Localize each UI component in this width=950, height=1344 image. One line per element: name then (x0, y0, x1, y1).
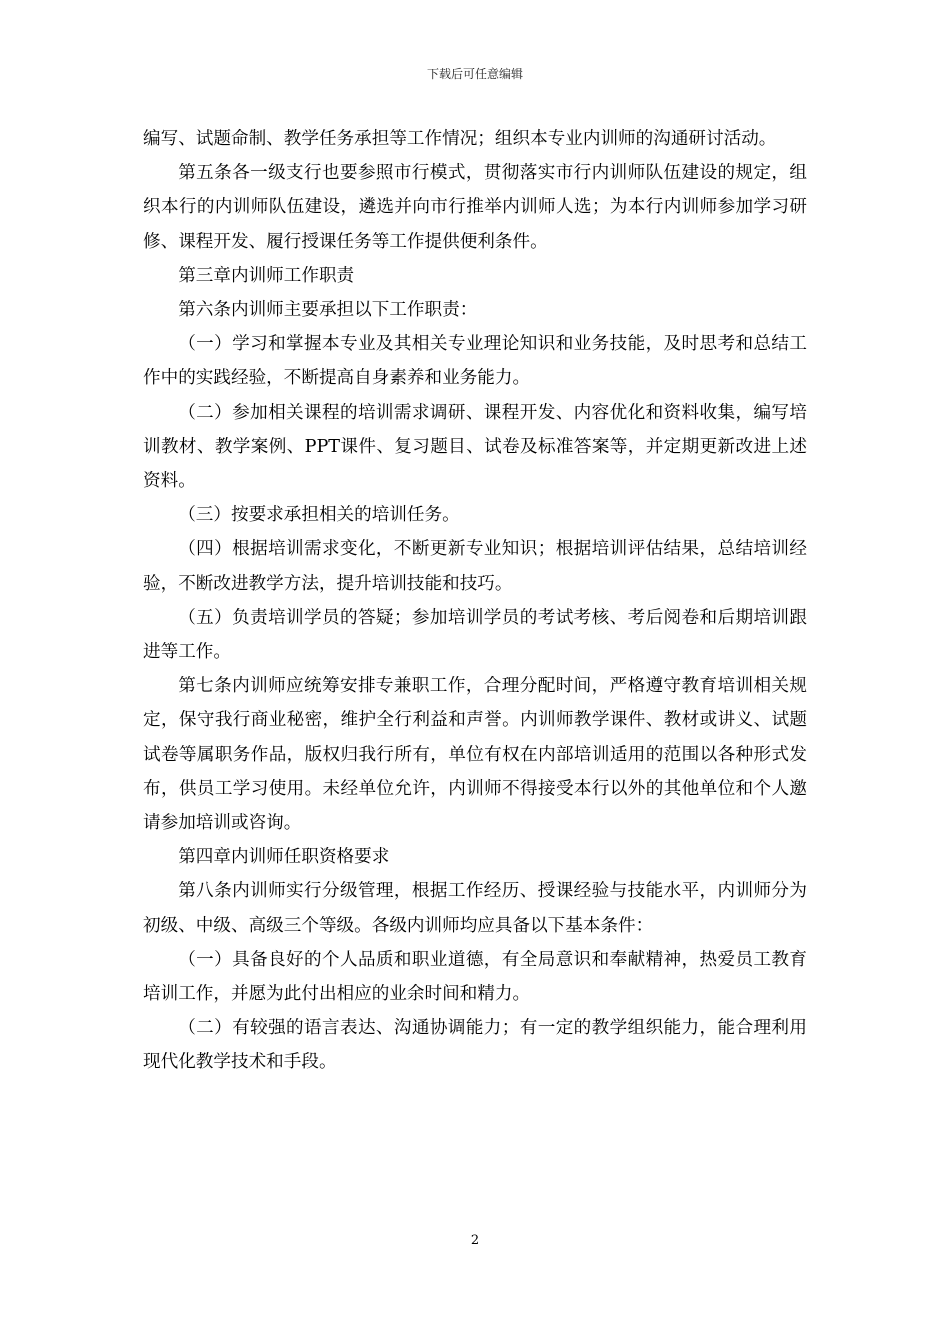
list-item: （一）具备良好的个人品质和职业道德，有全局意识和奉献精神，热爱员工教育培训工作，并愿为此付出相应的业余时间和精力。 (143, 949, 807, 1005)
chapter-heading: 第三章内训师工作职责 (178, 265, 355, 286)
paragraph: 编写、试题命制、教学任务承担等工作情况；组织本专业内训师的沟通研讨活动。 (143, 129, 777, 149)
paragraph: 第八条内训师实行分级管理，根据工作经历、授课经验与技能水平，内训师分为初级、中级、高级三个等级。各级内训师均应具备以下基本条件： (143, 881, 807, 936)
list-item: （一）学习和掌握本专业及其相关专业理论知识和业务技能，及时思考和总结工作中的实践经验，不断提高自身素养和业务能力。 (143, 334, 807, 389)
list-item: （四）根据培训需求变化，不断更新专业知识；根据培训评估结果，总结培训经验，不断改进教学方法，提升培训技能和技巧。 (143, 539, 807, 594)
page-number: 2 (470, 1233, 480, 1248)
page-header: 下载后可任意编辑 (426, 67, 523, 81)
document-body (143, 122, 807, 1080)
paragraph: 第五条各一级支行也要参照市行模式，贯彻落实市行内训师队伍建设的规定，组织本行的内训师队伍建设，遴选并向市行推举内训师人选；为本行内训师参加学习研修、课程开发、履行授课任务等工作提供便利条件。 (143, 163, 807, 252)
list-item: （二）有较强的语言表达、沟通协调能力；有一定的教学组织能力，能合理利用现代化教学技术和手段。 (143, 1018, 807, 1073)
list-item: （五）负责培训学员的答疑；参加培训学员的考试考核、考后阅卷和后期培训跟进等工作。 (143, 607, 807, 663)
paragraph: 第七条内训师应统筹安排专兼职工作，合理分配时间，严格遵守教育培训相关规定，保守我行商业秘密，维护全行利益和声誉。内训师教学课件、教材或讲义、试题试卷等属职务作品，版权归我行所有，单位有权在内部培训适用的范围以各种形式发布，供员工学习使用。未经单位允许，内训师不得接受本行以外的其他单位和个人邀请参加培训或咨询。 (143, 676, 807, 834)
paragraph: 第六条内训师主要承担以下工作职责： (178, 300, 478, 321)
list-item: （三）按要求承担相关的培训任务。 (178, 505, 460, 526)
list-item: （二）参加相关课程的培训需求调研、课程开发、内容优化和资料收集，编写培训教材、教学案例、PPT课件、复习题目、试卷及标准答案等，并定期更新改进上述资料。 (143, 402, 807, 492)
chapter-heading: 第四章内训师任职资格要求 (178, 847, 390, 868)
